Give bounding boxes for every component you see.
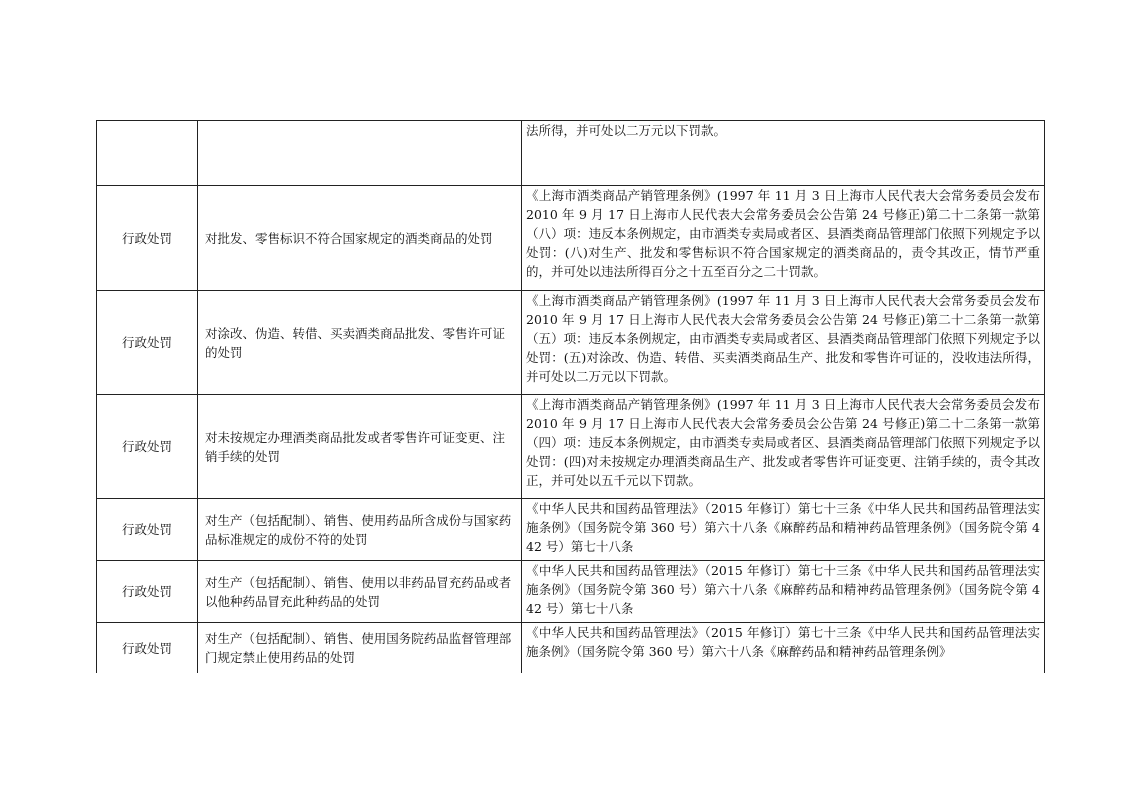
table-row: [97, 561, 1045, 623]
table-row: [97, 121, 1045, 186]
basis-text: 法所得，并可处以二万元以下罚款。: [526, 123, 727, 138]
item-text: 对生产（包括配制）、销售、使用国务院药品监督管理部门规定禁止使用药品的处罚: [205, 631, 512, 665]
penalty-table: [96, 120, 1045, 673]
item-cell: [198, 186, 522, 291]
table-row: [97, 291, 1045, 395]
table-row: [97, 395, 1045, 499]
basis-text: 《中华人民共和国药品管理法》（2015 年修订）第七十三条《中华人民共和国药品管理法实施条例》（国务院令第 360 号）第六十八条《麻醉药品和精神药品管理条例》（国务院令第 442 号）第七十八条: [526, 563, 1040, 616]
basis-text: 《上海市酒类商品产销管理条例》(1997 年 11 月 3 日上海市人民代表大会常务委员会发布 2010 年 9 月 17 日上海市人民代表大会常务委员会公告第 24 号修正)第二十二条第一款第（五）项：违反本条例规定，由市酒类专卖局或者区、县酒类商品管理部门依照下列规定予以处罚：(五)对涂改、伪造、转借、买卖酒类商品生产、批发和零售许可证的，没收违法所得，并可处以二万元以下罚款。: [526, 293, 1040, 384]
basis-text: 《中华人民共和国药品管理法》（2015 年修订）第七十三条《中华人民共和国药品管理法实施条例》（国务院令第 360 号）第六十八条《麻醉药品和精神药品管理条例》（国务院令第 442 号）第七十八条: [526, 501, 1040, 554]
item-text: 对涂改、伪造、转借、买卖酒类商品批发、零售许可证的处罚: [205, 325, 506, 360]
table-row: [97, 186, 1045, 291]
type-cell: 行政处罚: [97, 561, 198, 623]
item-text: 对生产（包括配制）、销售、使用以非药品冒充药品或者以他种药品冒充此种药品的处罚: [205, 574, 512, 609]
basis-cell: [522, 291, 1045, 395]
basis-cell: [522, 186, 1045, 291]
type-cell: 行政处罚: [97, 623, 198, 674]
item-cell: [198, 561, 522, 623]
type-cell: 行政处罚: [97, 395, 198, 499]
item-text: 对未按规定办理酒类商品批发或者零售许可证变更、注销手续的处罚: [205, 429, 506, 464]
item-cell: [198, 395, 522, 499]
type-cell: 行政处罚: [97, 186, 198, 291]
type-cell: 行政处罚: [97, 499, 198, 561]
item-cell: [198, 623, 522, 674]
basis-cell: [522, 121, 1045, 186]
item-cell: [198, 291, 522, 395]
basis-clip: [526, 623, 1040, 673]
item-text: 对批发、零售标识不符合国家规定的酒类商品的处罚: [205, 230, 493, 246]
basis-text: 《上海市酒类商品产销管理条例》(1997 年 11 月 3 日上海市人民代表大会常务委员会发布 2010 年 9 月 17 日上海市人民代表大会常务委员会公告第 24 号修正)第二十二条第一款第（八）项：违反本条例规定，由市酒类专卖局或者区、县酒类商品管理部门依照下列规定予以处罚：(八)对生产、批发和零售标识不符合国家规定的酒类商品的，责令其改正，情节严重的，并可处以违法所得百分之十五至百分之二十罚款。: [526, 188, 1040, 279]
item-cell: [198, 499, 522, 561]
basis-text: 《上海市酒类商品产销管理条例》(1997 年 11 月 3 日上海市人民代表大会常务委员会发布 2010 年 9 月 17 日上海市人民代表大会常务委员会公告第 24 号修正)第二十二条第一款第（四）项：违反本条例规定，由市酒类专卖局或者区、县酒类商品管理部门依照下列规定予以处罚：(四)对未按规定办理酒类商品生产、批发或者零售许可证变更、注销手续的，责令其改正，并可处以五千元以下罚款。: [526, 397, 1040, 488]
basis-cell: [522, 499, 1045, 561]
basis-cell: [522, 623, 1045, 674]
type-cell: 行政处罚: [97, 291, 198, 395]
basis-cell: [522, 561, 1045, 623]
item-cell: [198, 121, 522, 186]
basis-cell: [522, 395, 1045, 499]
basis-text: 《中华人民共和国药品管理法》（2015 年修订）第七十三条《中华人民共和国药品管理法实施条例》（国务院令第 360 号）第六十八条《麻醉药品和精神药品管理条例》: [526, 625, 1040, 659]
table-row: [97, 623, 1045, 674]
table-row: [97, 499, 1045, 561]
item-text: 对生产（包括配制）、销售、使用药品所含成份与国家药品标准规定的成份不符的处罚: [205, 512, 512, 547]
type-cell: [97, 121, 198, 186]
